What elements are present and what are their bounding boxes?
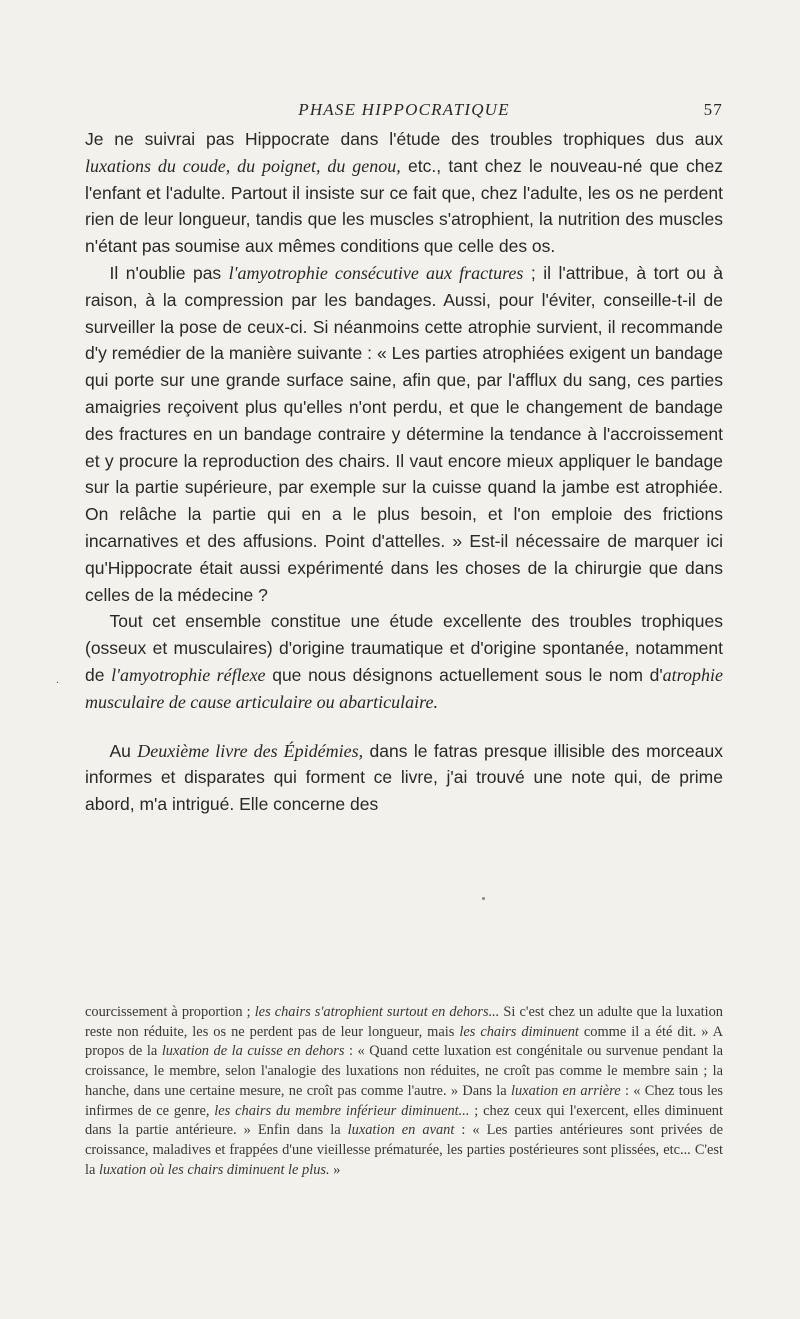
text-run: Si c'est chez un adulte que la luxation reste non réduite, les os ne perdent pas de leur longueur, mais xyxy=(85,1004,723,1040)
text-run: courcissement à proportion ; xyxy=(85,1004,255,1020)
text-run: Au xyxy=(109,740,138,761)
italic-run: les chairs diminuent xyxy=(459,1023,579,1040)
body-text xyxy=(85,126,723,818)
text-run: Tout cet ensemble constitue une étude excellente des troubles trophiques (osseux et musculaires) d'origine traumatique et d'origine spontanée, notamment de xyxy=(85,611,723,685)
margin-mark: · xyxy=(56,678,60,689)
paragraph-4 xyxy=(85,738,723,818)
text-run: : « Quand cette luxation est congénitale ou survenue pendant la croissance, le membre, selon l'analogie des luxations non réduites, ne croît pas comme le membre sain ; la hanche, dans une certaine mesure, ne croît pas comme l'autre. » Dans la xyxy=(85,1043,724,1099)
text-run: ; chez ceux qui l'exercent, elles diminuent dans la partie antérieure. » Enfin dans la xyxy=(85,1102,723,1139)
text-run: Je ne suivrai pas Hippocrate dans l'étude des troubles trophiques dus aux xyxy=(85,129,723,149)
italic-run: les chairs s'atrophient surtout en dehors... xyxy=(254,1004,500,1020)
paragraph-1 xyxy=(85,126,723,260)
running-head-title: PHASE HIPPOCRATIQUE xyxy=(298,100,510,119)
italic-run: l'amyotrophie réflexe xyxy=(111,664,266,685)
italic-run: luxation en arrière xyxy=(511,1082,621,1099)
italic-run: luxation de la cuisse en dehors xyxy=(161,1043,345,1060)
paragraph-3 xyxy=(85,608,723,715)
text-run: Il n'oublie pas xyxy=(109,262,229,283)
footnote-paragraph xyxy=(85,1003,723,1180)
italic-run: luxation où les chairs diminuent le plus. xyxy=(98,1161,330,1178)
footnote xyxy=(85,1003,723,1180)
text-run: que nous désignons actuellement sous le nom d' xyxy=(265,664,663,685)
italic-run: luxation en avant xyxy=(347,1122,455,1139)
paper-spot xyxy=(482,897,485,900)
book-page xyxy=(85,0,723,1319)
page-number: 57 xyxy=(703,100,723,119)
text-run: : « Les parties antérieures sont privées de croissance, maladives et frappées d'une vieillesse prématurée, les parties postérieures sont plissées, etc... C'est la xyxy=(85,1122,723,1178)
text-run: comme il a été dit. » A propos de la xyxy=(85,1023,724,1060)
paragraph-2 xyxy=(85,260,723,608)
text-run: dans le fatras presque illisible des morceaux informes et disparates qui forment ce livre, j'ai trouvé une note qui, de prime abord, m'a intrigué. Elle concerne des xyxy=(85,740,723,815)
italic-run: l'amyotrophie consécutive aux fractures xyxy=(228,262,524,283)
text-run: : « Chez tous les infirmes de ce genre, xyxy=(85,1082,723,1119)
text-run: etc., tant chez le nouveau-né que chez l'enfant et l'adulte. Partout il insiste sur ce fait que, chez l'adulte, les os ne perdent rien de leur longueur, tandis que les muscles s'atrophient, la nutrition des muscles n'étant pas soumise aux mêmes conditions que celle des os. xyxy=(85,155,723,257)
running-head xyxy=(85,100,723,122)
italic-run: atrophie musculaire de cause articulaire ou abarticulaire. xyxy=(85,664,723,712)
text-run: ; il l'attribue, à tort ou à raison, à la compression par les bandages. Aussi, pour l'éviter, conseille-t-il de surveiller la pose de ceux-ci. Si néanmoins cette atrophie survient, il recommande d'y remédier de la manière suivante : « Les parties atrophiées exigent un bandage qui porte sur une grande surface saine, afin que, par l'afflux du sang, ces parties amaigries reçoivent plus qu'elles n'ont perdu, et que le changement de bandage des fractures en un bandage contraire y détermine la tendance à l'accroissement et y procure la reproduction des chairs. Il vaut encore mieux appliquer le bandage sur la partie supérieure, par exemple sur la cuisse quand la jambe est atrophiée. On relâche la partie qui en a le plus besoin, et l'on emploie des frictions incarnatives et des affusions. Point d'attelles. » Est-il nécessaire de marquer ici qu'Hippocrate était aussi expérimenté dans les choses de la chirurgie que dans celles de la médecine ? xyxy=(85,262,724,605)
italic-run: Deuxième livre des Épidémies, xyxy=(137,740,364,761)
italic-run: luxations du coude, du poignet, du genou, xyxy=(85,155,401,176)
italic-run: les chairs du membre inférieur diminuent... xyxy=(214,1102,470,1119)
text-run: » xyxy=(329,1161,341,1178)
